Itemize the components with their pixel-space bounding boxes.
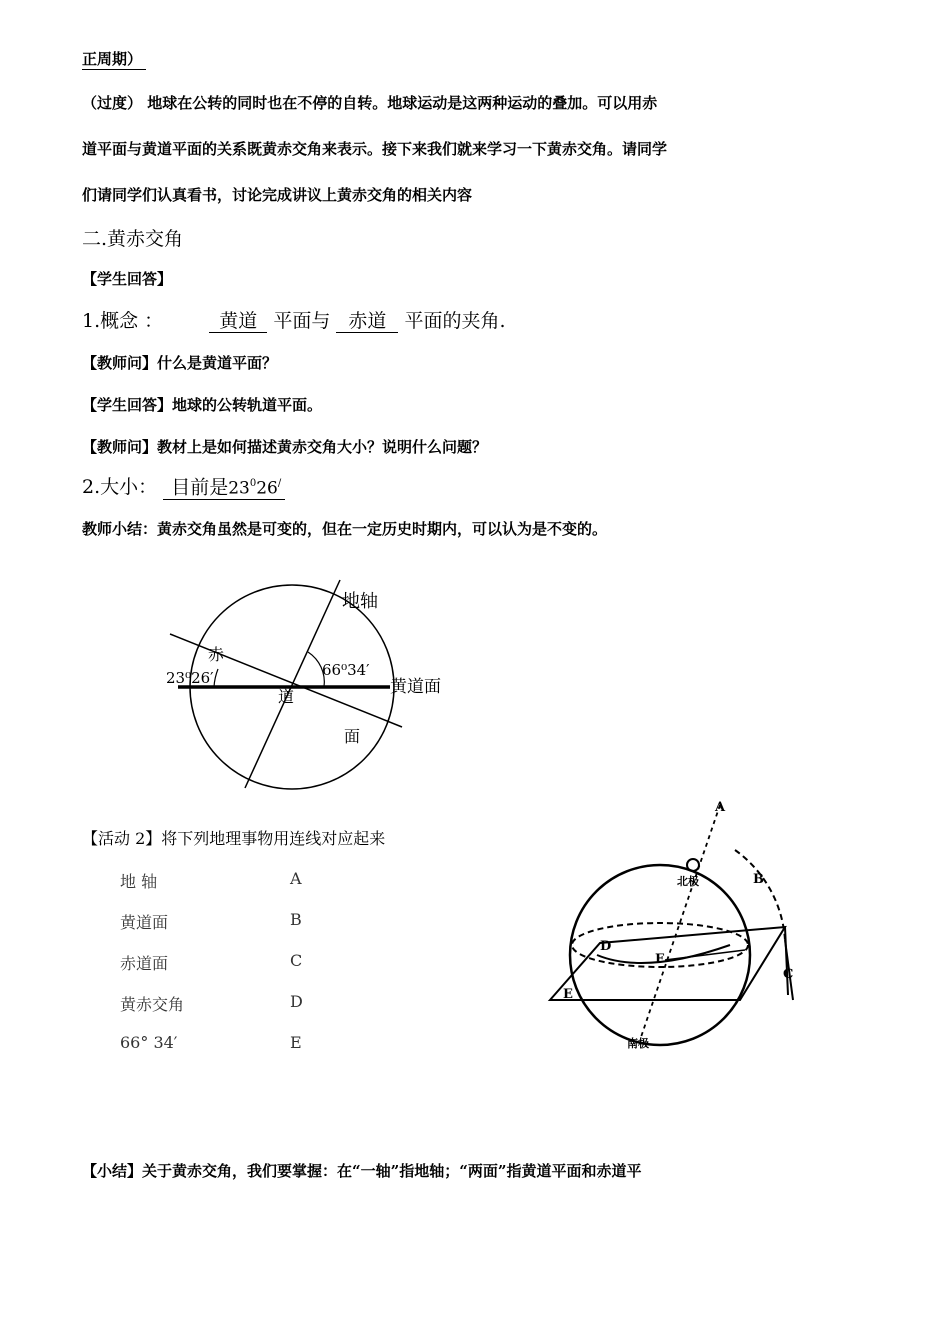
match-left-4: 黄赤交角 bbox=[120, 995, 185, 1014]
line-1: 正周期） bbox=[82, 48, 146, 70]
label-b: B bbox=[753, 872, 764, 887]
transition-paragraph-line-3: 们请同学们认真看书，讨论完成讲议上黄赤交角的相关内容 bbox=[82, 186, 473, 204]
size-prime: / bbox=[277, 477, 282, 489]
size-value: 23 bbox=[228, 478, 250, 498]
match-left-1: 地 轴 bbox=[120, 872, 158, 891]
match-right-d: D bbox=[290, 992, 303, 1011]
activity-heading: 【活动 2】将下列地理事物用连线对应起来 bbox=[82, 829, 386, 848]
match-left-5: 66° 34′ bbox=[120, 1033, 178, 1052]
match-left-2: 黄道面 bbox=[120, 913, 169, 932]
concept-suffix: 平面的夹角. bbox=[404, 310, 506, 332]
concept-mid: 平面与 bbox=[273, 310, 331, 332]
teacher-question-2: 【教师问】教材上是如何描述黄赤交角大小？说明什么问题？ bbox=[82, 438, 488, 456]
label-a: A bbox=[715, 800, 726, 815]
equator-label-dao: 道 bbox=[278, 687, 295, 706]
north-pole-marker bbox=[687, 859, 699, 871]
size-line bbox=[82, 472, 285, 500]
size-blank-text: 目前是 bbox=[171, 476, 229, 498]
f-line bbox=[665, 950, 745, 960]
label-c: C bbox=[783, 967, 794, 982]
match-left-3: 赤道面 bbox=[120, 954, 169, 973]
student-answer-1: 【学生回答】地球的公转轨道平面。 bbox=[82, 396, 323, 414]
label-f: F bbox=[655, 952, 665, 967]
student-answer-label: 【学生回答】 bbox=[82, 270, 173, 288]
equator-label-chi: 赤 bbox=[208, 645, 225, 664]
label-d: D bbox=[600, 939, 612, 954]
concept-prefix: 1.概念 ： bbox=[82, 310, 164, 332]
concept-blank-2: 赤道 bbox=[336, 310, 398, 333]
teacher-question-1: 【教师问】什么是黄道平面？ bbox=[82, 354, 278, 372]
size-degree: 0 bbox=[249, 477, 257, 489]
match-right-c: C bbox=[290, 951, 303, 970]
size-minutes: 26 bbox=[256, 478, 278, 498]
obliquity-diagram bbox=[150, 572, 470, 797]
angle-label-23: 23⁰26′ bbox=[166, 669, 214, 687]
match-right-e: E bbox=[290, 1033, 302, 1052]
angle-arc-b bbox=[735, 850, 785, 940]
concept-line bbox=[82, 306, 506, 333]
angle-arc-23 bbox=[214, 669, 218, 687]
match-right-a: A bbox=[290, 869, 302, 888]
label-south-pole: 南极 bbox=[627, 1037, 649, 1050]
label-north-pole: 北极 bbox=[677, 875, 699, 888]
transition-paragraph-line-1: （过度） 地球在公转的同时也在不停的自转。地球运动是这两种运动的叠加。可以用赤 bbox=[82, 94, 658, 112]
teacher-summary: 教师小结：黄赤交角虽然是可变的，但在一定历史时期内，可以认为是不变的。 bbox=[82, 520, 608, 538]
earth-axis-line bbox=[245, 580, 340, 788]
concept-blank-1: 黄道 bbox=[209, 310, 267, 333]
ecliptic-label: 黄道面 bbox=[390, 677, 441, 697]
label-e: E bbox=[563, 987, 573, 1002]
size-prefix: 2.大小： bbox=[82, 476, 158, 498]
transition-paragraph-line-2: 道平面与黄道平面的关系既黄赤交角来表示。接下来我们就来学习一下黄赤交角。请同学 bbox=[82, 140, 668, 158]
equator-label-mian: 面 bbox=[344, 727, 361, 746]
sphere-planes-diagram bbox=[545, 795, 810, 1055]
axis-label: 地轴 bbox=[342, 591, 378, 612]
match-right-b: B bbox=[290, 910, 302, 929]
summary-line: 【小结】关于黄赤交角，我们要掌握：在“一轴”指地轴；“两面”指黄道平面和赤道平 bbox=[82, 1162, 642, 1180]
section-heading: 二.黄赤交角 bbox=[82, 228, 184, 250]
angle-label-66: 66⁰34′ bbox=[322, 661, 370, 679]
size-blank bbox=[163, 473, 285, 500]
